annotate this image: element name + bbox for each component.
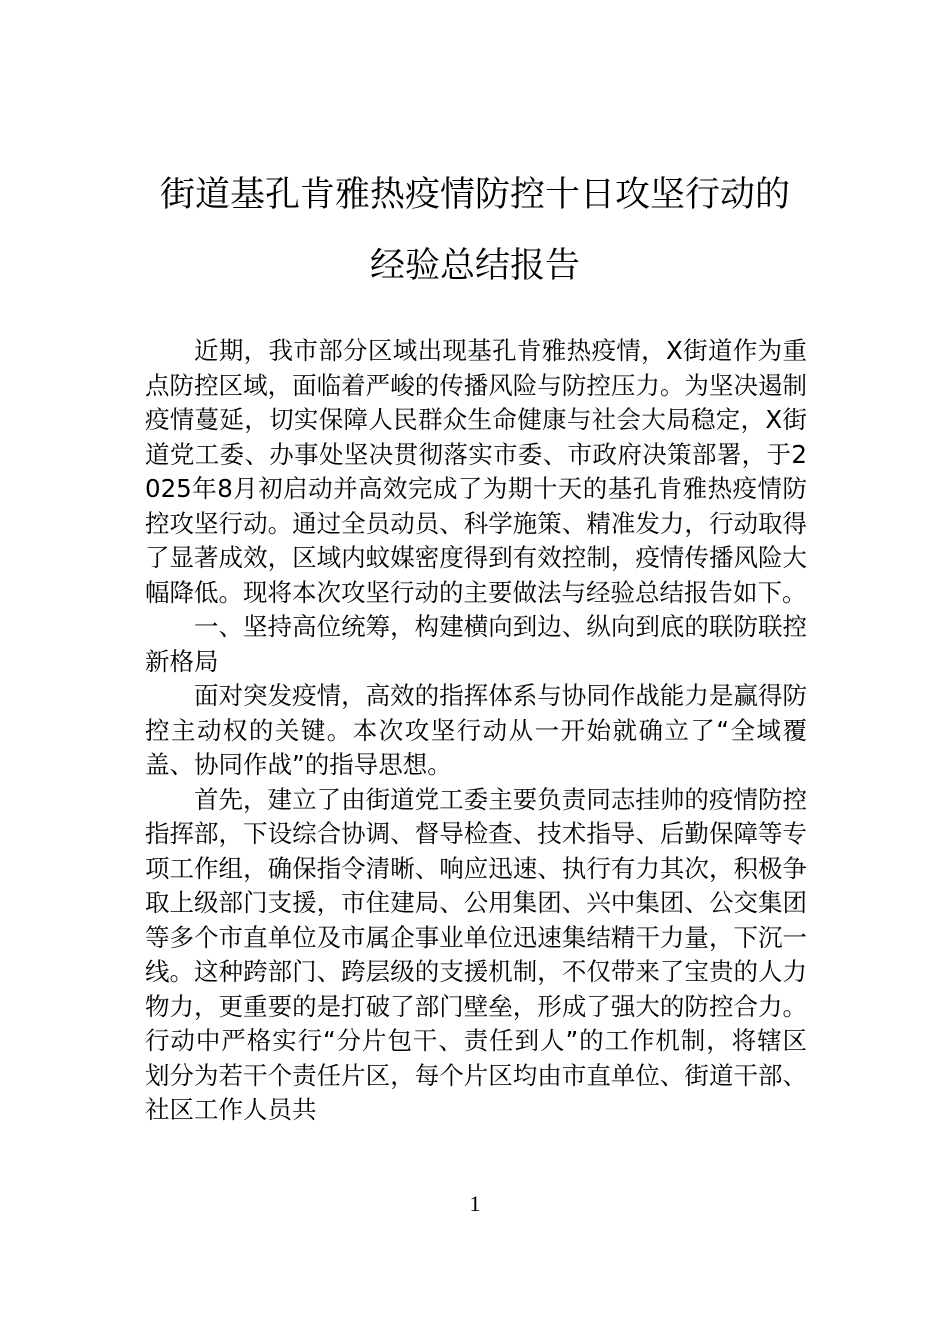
paragraph-section-1-intro: 面对突发疫情，高效的指挥体系与协同作战能力是赢得防控主动权的关键。本次攻坚行动从一开始就确立了“全域覆盖、协同作战”的指导思想。	[145, 681, 807, 779]
document-title-line-2: 经验总结报告	[369, 246, 580, 286]
paragraph-intro: 近期，我市部分区域出现基孔肯雅热疫情，X街道作为重点防控区域，面临着严峻的传播风险与防控压力。为坚决遏制疫情蔓延，切实保障人民群众生命健康与社会大局稳定，X街道党工委、办事处坚决贯彻落实市委、市政府决策部署，于2025年8月初启动并高效完成了为期十天的基孔肯雅热疫情防控攻坚行动。通过全员动员、科学施策、精准发力，行动取得了显著成效，区域内蚊媒密度得到有效控制，疫情传播风险大幅降低。现将本次攻坚行动的主要做法与经验总结报告如下。	[145, 336, 807, 607]
document-body	[145, 334, 807, 1128]
paragraph-section-1-detail: 首先，建立了由街道党工委主要负责同志挂帅的疫情防控指挥部，下设综合协调、督导检查、技术指导、后勤保障等专项工作组，确保指令清晰、响应迅速、执行有力其次，积极争取上级部门支援，市住建局、公用集团、兴中集团、公交集团等多个市直单位及市属企事业单位迅速集结精干力量，下沉一线。这种跨部门、跨层级的支援机制，不仅带来了宝贵的人力物力，更重要的是打破了部门壁垒，形成了强大的防控合力。行动中严格实行“分片包干、责任到人”的工作机制，将辖区划分为若干个责任片区，每个片区均由市直单位、街道干部、社区工作人员共	[145, 784, 807, 1124]
page-number: 1	[469, 1191, 481, 1216]
section-heading-1: 一、坚持高位统筹，构建横向到边、纵向到底的联防联控新格局	[145, 612, 807, 676]
document-title-line-1: 街道基孔肯雅热疫情防控十日攻坚行动的	[159, 175, 790, 215]
